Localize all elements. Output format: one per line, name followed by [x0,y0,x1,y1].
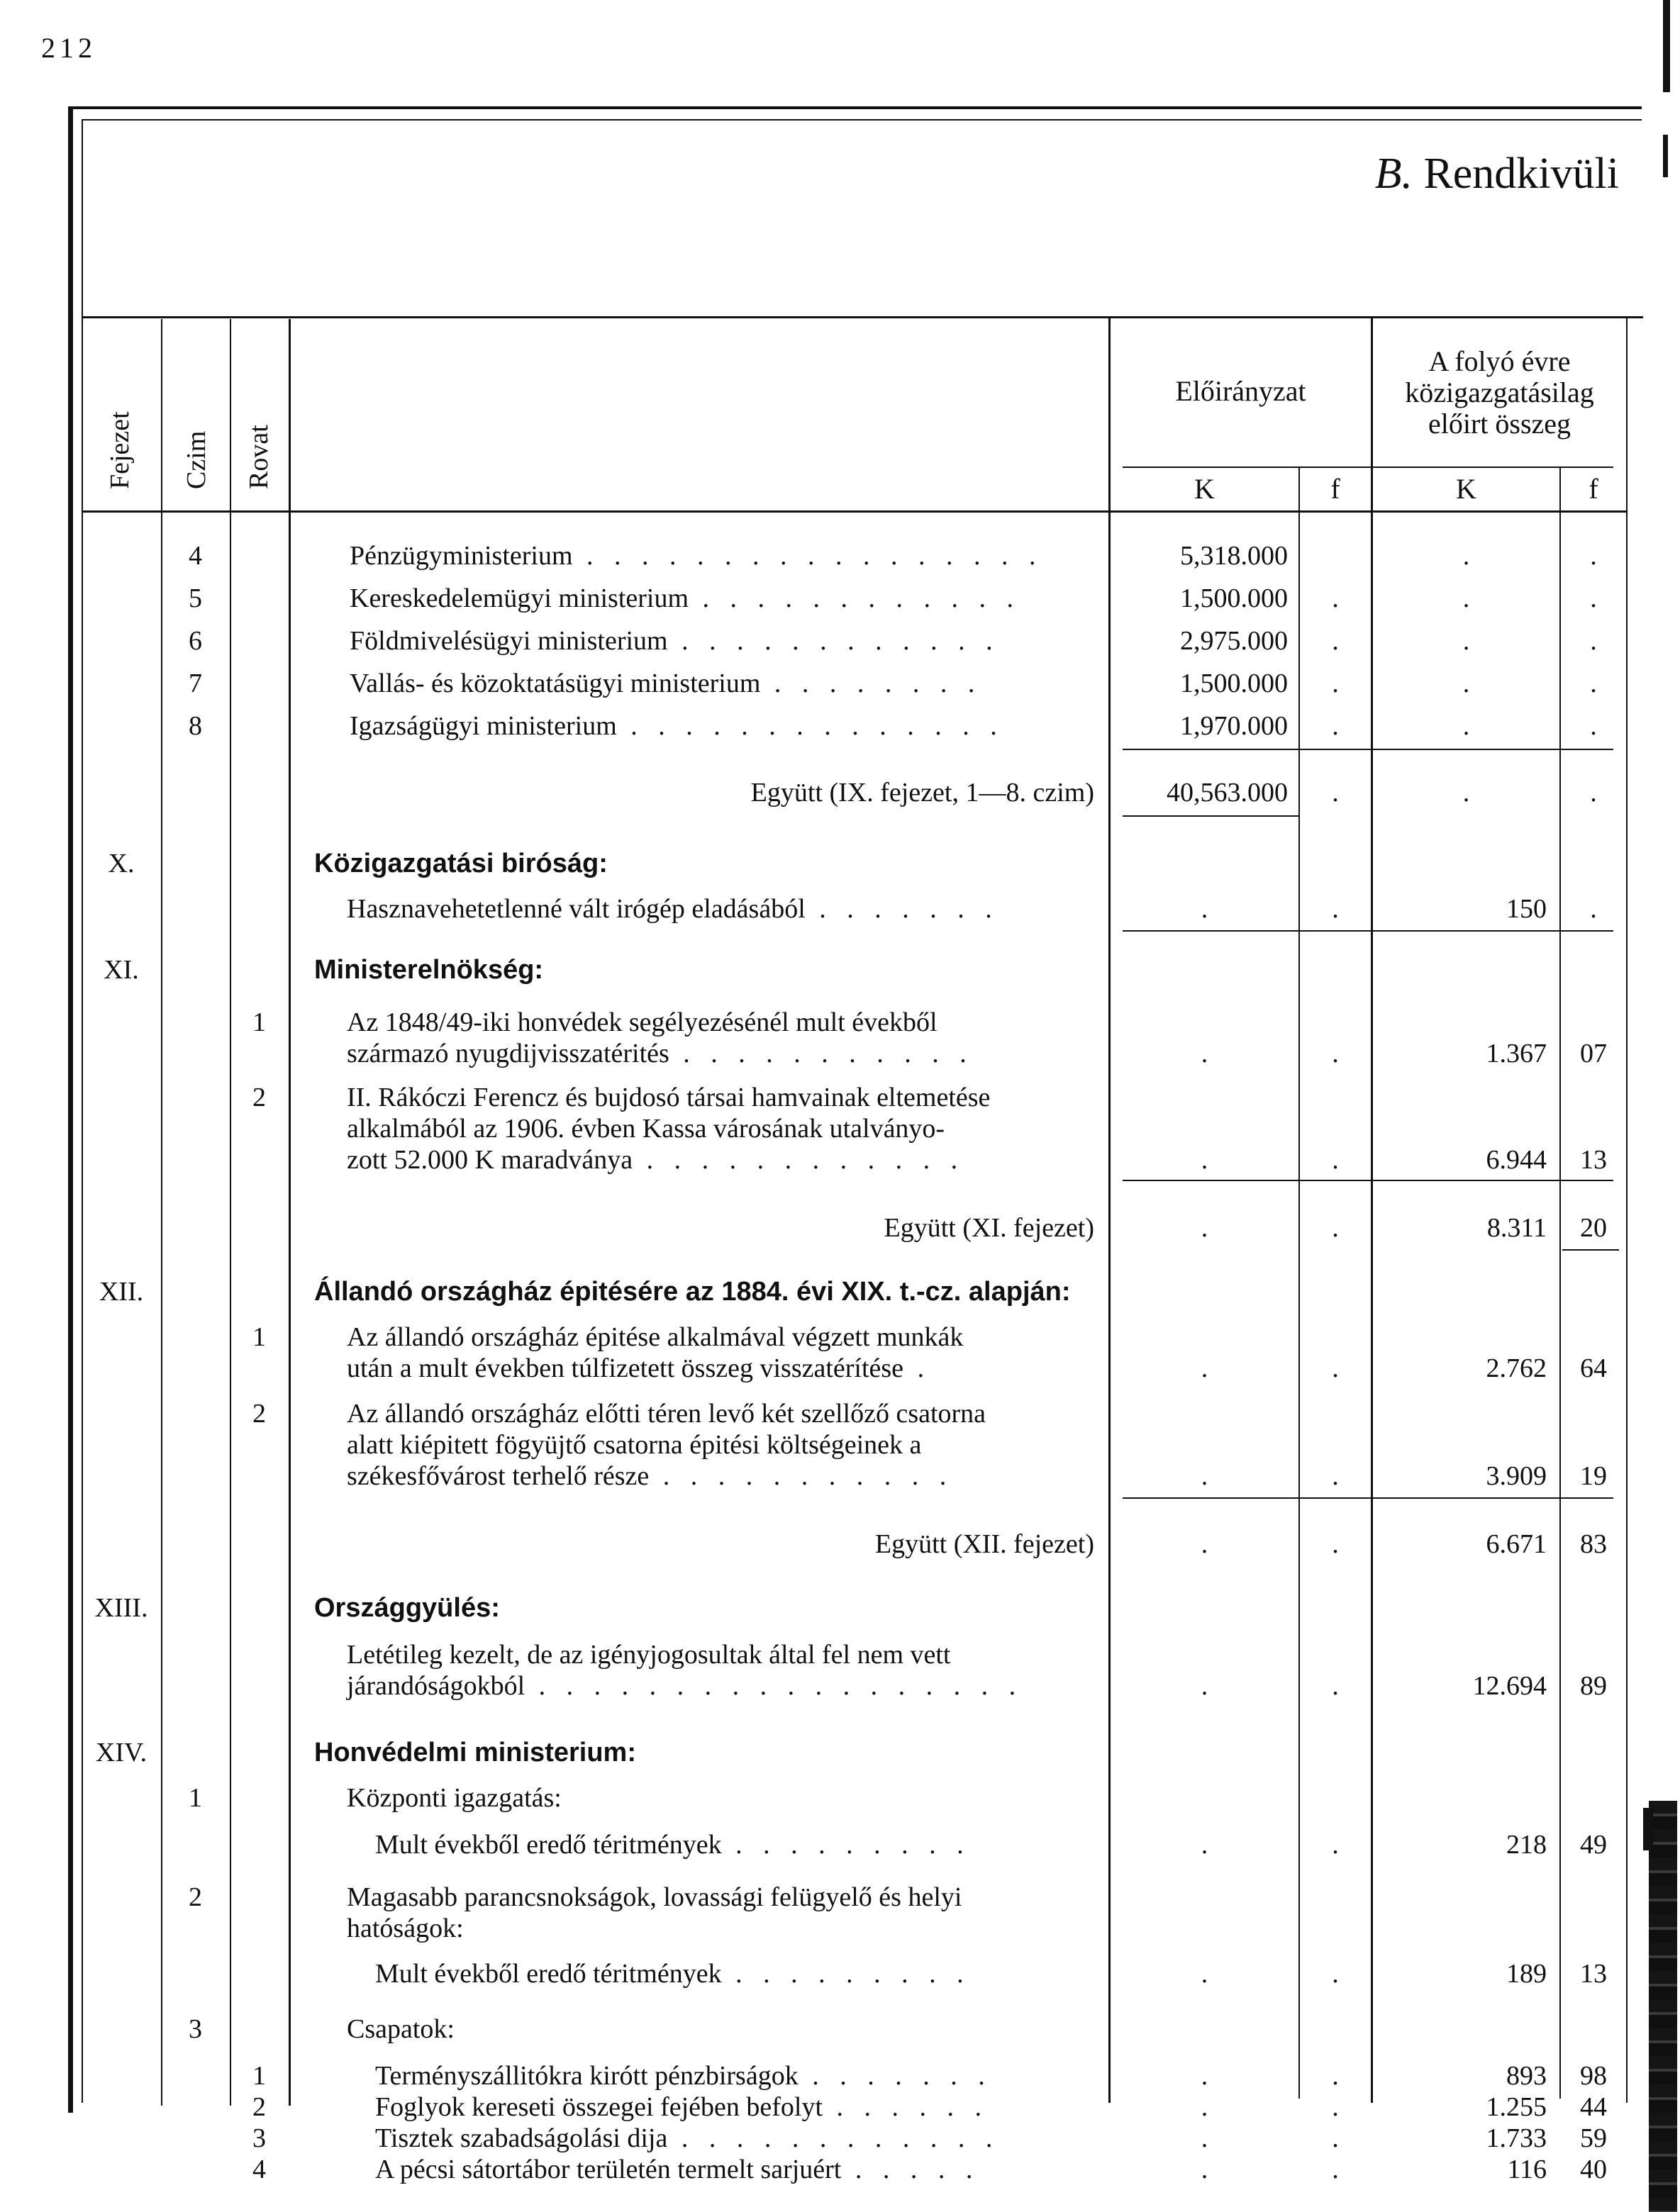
fejezet-number: XIV. [95,1738,148,1767]
row-label-line: Letétileg kezelt, de az igényjogosultak által fel nem vett [347,1640,951,1670]
sum-rule [1562,1249,1619,1251]
chapter-heading: Ministerelnökség: [314,955,544,985]
rovat-number: 1 [252,2061,266,2091]
amount-k: 218 [1506,1830,1547,1860]
amount-k: . [1201,2155,1208,2184]
rovat-number: 1 [252,1007,266,1037]
amount-f: . [1332,2123,1339,2153]
total-k: 40,563.000 [1167,778,1288,808]
header-bottom-rule [82,510,1628,513]
total-k: . [1462,778,1470,808]
total-f: 20 [1580,1213,1607,1243]
amount-f: . [1332,2061,1339,2091]
sum-rule [1123,815,1300,817]
amount-f: . [1332,1353,1339,1383]
fejezet-number: XII. [99,1277,144,1307]
amount-k: . [1201,1145,1208,1175]
amount-k: 1,500.000 [1180,583,1288,613]
amount-f: 89 [1580,1671,1607,1701]
amount-k: . [1201,894,1208,924]
row-label-line: zott 52.000 K maradványa . . . . . . . . . . . . [347,1145,965,1175]
amount-f: 13 [1580,1959,1607,1989]
czim-number: 3 [189,2014,202,2044]
amount-f: . [1332,2092,1339,2122]
amount-f: . [1332,669,1339,698]
amount-k: . [1201,1830,1208,1860]
sum-rule [1123,930,1613,932]
amount-k: 3.909 [1486,1461,1547,1491]
col-line [230,319,231,2106]
chapter-heading: Közigazgatási biróság: [314,849,608,878]
header-f: f [1589,473,1598,505]
amount-k: 1,500.000 [1180,669,1288,698]
amount-k: 5,318.000 [1180,541,1288,571]
header-folyo-2: közigazgatásilag [1405,376,1594,408]
amount-k: . [1462,626,1470,656]
amount-k: 12.694 [1472,1671,1547,1701]
amount-f: . [1332,2155,1339,2184]
row-label: Vallás- és közoktatásügyi ministerium . . . . . . . . [350,669,982,698]
amount-f: 49 [1580,1830,1607,1860]
czim-number: 8 [189,711,202,741]
total-label: Együtt (XII. fejezet) [874,1529,1094,1559]
amount-k: . [1201,1671,1208,1701]
czim-number: 5 [189,583,202,613]
total-k: 8.311 [1486,1213,1547,1243]
amount-f: . [1332,1959,1339,1989]
header-k: K [1194,473,1215,505]
total-k: . [1201,1529,1208,1559]
amount-f: 07 [1580,1039,1607,1068]
section-title-box [82,121,1643,318]
row-label-line: alkalmából az 1906. évben Kassa városának utalványo- [347,1114,945,1144]
total-f: . [1332,1213,1339,1243]
amount-f: . [1332,711,1339,741]
amount-k: 2.762 [1486,1353,1547,1383]
scan-binding-edge [1649,1801,1677,2212]
amount-f: . [1332,583,1339,613]
row-label: Terményszállitókra kirótt pénzbirságok . . . . . . . [375,2061,992,2091]
amount-k: 1.255 [1486,2092,1547,2122]
amount-k: . [1201,1461,1208,1491]
rovat-number: 4 [252,2155,266,2184]
row-label: Mult évekből eredő téritmények . . . . . . . . . [375,1830,971,1860]
amount-f: . [1590,583,1597,613]
amount-f: . [1332,1830,1339,1860]
row-label-line: után a mult években túlfizetett összeg visszatérítése . [347,1353,932,1383]
col-line [1626,316,1628,2103]
rovat-number: 1 [252,1322,266,1352]
total-label: Együtt (IX. fejezet, 1—8. czim) [750,778,1094,808]
row-label-line: székesfővárost terhelő része . . . . . . . . . . . [347,1461,954,1491]
amount-k: 116 [1507,2155,1547,2184]
total-f: . [1590,778,1597,808]
amount-f: . [1590,711,1597,741]
amount-f: . [1332,1039,1339,1068]
row-label: Földmivelésügyi ministerium . . . . . . . . . . . . [350,626,1000,656]
sum-rule [1123,1180,1613,1181]
amount-f: . [1332,1671,1339,1701]
header-k: K [1456,473,1476,505]
amount-k: 6.944 [1486,1145,1547,1175]
amount-f: . [1332,894,1339,924]
czim-number: 6 [189,626,202,656]
top-rule [73,106,1642,109]
czim-number: 4 [189,541,202,571]
amount-f: 98 [1580,2061,1607,2091]
row-label: Igazságügyi ministerium . . . . . . . . . . . . . . [350,711,1004,741]
total-k: . [1201,1213,1208,1243]
section-title [1375,149,1619,199]
row-label: Hasznavehetetlenné vált irógép eladásából . . . . . . . [347,894,999,924]
rovat-number: 3 [252,2123,266,2153]
amount-f: . [1590,669,1597,698]
row-label: Mult évekből eredő téritmények . . . . . . . . . [375,1959,971,1989]
amount-f: 44 [1580,2092,1607,2122]
amount-f: . [1590,541,1597,571]
amount-f: . [1332,1145,1339,1175]
chapter-heading: Állandó országház épitésére az 1884. évi XIX. t.-cz. alapján: [314,1277,1071,1307]
amount-k: . [1462,669,1470,698]
sum-rule [1123,749,1613,750]
rovat-number: 2 [252,2092,266,2122]
row-label: Kereskedelemügyi ministerium . . . . . . . . . . . . [350,583,1021,613]
rovat-number: 2 [252,1399,266,1429]
amount-k: 893 [1506,2061,1547,2091]
col-line [289,319,291,2106]
header-fejezet: Fejezet [105,411,135,489]
row-label: A pécsi sátortábor területén termelt sarjuért . . . . . [375,2155,980,2184]
czim-number: 2 [189,1882,202,1912]
col-line [82,316,83,2103]
header-folyo-3: előirt összeg [1428,408,1571,440]
section-name: Rendkivüli [1423,150,1619,198]
amount-f: 19 [1580,1461,1607,1491]
budget-table [68,106,1633,2184]
amount-k: . [1201,2123,1208,2153]
total-label: Együtt (XI. fejezet) [884,1213,1094,1243]
row-label-line: Az állandó országház előtti téren levő két szellőző csatorna [347,1399,986,1429]
subsection-title: Magasabb parancsnokságok, lovassági felügyelő és helyi [347,1882,962,1912]
amount-k: . [1462,711,1470,741]
amount-k: 150 [1506,894,1547,924]
header-eloiranyzat: Előirányzat [1175,375,1306,407]
amount-k: 1.367 [1486,1039,1547,1068]
subsection-title: hatóságok: [347,1914,464,1943]
total-f: . [1332,1529,1339,1559]
amount-k: . [1201,1959,1208,1989]
fejezet-number: X. [108,849,135,878]
amount-k: . [1201,2092,1208,2122]
row-label-line: Az 1848/49-iki honvédek segélyezésénél mult évekből [347,1007,938,1037]
amount-k: . [1201,1039,1208,1068]
amount-f: 64 [1580,1353,1607,1383]
page-number: 212 [41,32,96,64]
fejezet-number: XIII. [94,1593,148,1623]
section-letter: B. [1374,150,1413,198]
czim-number: 7 [189,669,202,698]
subsection-title: Központi igazgatás: [347,1783,562,1813]
amount-k: . [1201,2061,1208,2091]
fejezet-number: XI. [104,955,139,985]
row-label-line: járandóságokból . . . . . . . . . . . . . . . . . . [347,1671,1023,1701]
row-label: Tisztek szabadságolási dija . . . . . . . . . . . . [375,2123,1000,2153]
amount-k: . [1462,541,1470,571]
header-subrule [1123,467,1613,468]
header-rovat: Rovat [244,425,274,489]
total-f: . [1332,778,1339,808]
amount-k: 1.733 [1486,2123,1547,2153]
header-f: f [1330,473,1340,505]
row-label: Pénzügyministerium . . . . . . . . . . . . . . . . . [350,541,1043,571]
amount-k: 1,970.000 [1180,711,1288,741]
amount-f: 40 [1580,2155,1607,2184]
amount-k: 2,975.000 [1180,626,1288,656]
amount-f: . [1332,626,1339,656]
sum-rule [1123,1497,1613,1499]
rovat-number: 2 [252,1083,266,1112]
row-label-line: II. Rákóczi Ferencz és bujdosó társai hamvainak eltemetése [347,1083,991,1112]
total-f: 83 [1580,1529,1607,1559]
amount-f: 13 [1580,1145,1607,1175]
header-czim: Czim [182,430,211,489]
scan-edge-mark [1663,0,1670,92]
amount-f: . [1590,626,1597,656]
header-folyo-1: A folyó évre [1428,345,1571,377]
amount-f: . [1590,894,1597,924]
scan-edge-mark [1663,135,1668,177]
row-label: Foglyok kereseti összegei fejében befolyt . . . . . . [375,2092,989,2122]
amount-k: 189 [1506,1959,1547,1989]
row-label-line: származó nyugdijvisszatérités . . . . . . . . . . . [347,1039,974,1068]
amount-f: . [1332,1461,1339,1491]
row-label-line: Az állandó országház épitése alkalmával végzett munkák [347,1322,964,1352]
chapter-heading: Országgyülés: [314,1593,500,1623]
chapter-heading: Honvédelmi ministerium: [314,1738,636,1767]
amount-k: . [1201,1353,1208,1383]
czim-number: 1 [189,1783,202,1813]
total-k: 6.671 [1486,1529,1547,1559]
amount-k: . [1462,583,1470,613]
amount-f: 59 [1580,2123,1607,2153]
row-label-line: alatt kiépitett fögyüjtő csatorna épitési költségeinek a [347,1430,922,1460]
subsection-title: Csapatok: [347,2014,455,2044]
